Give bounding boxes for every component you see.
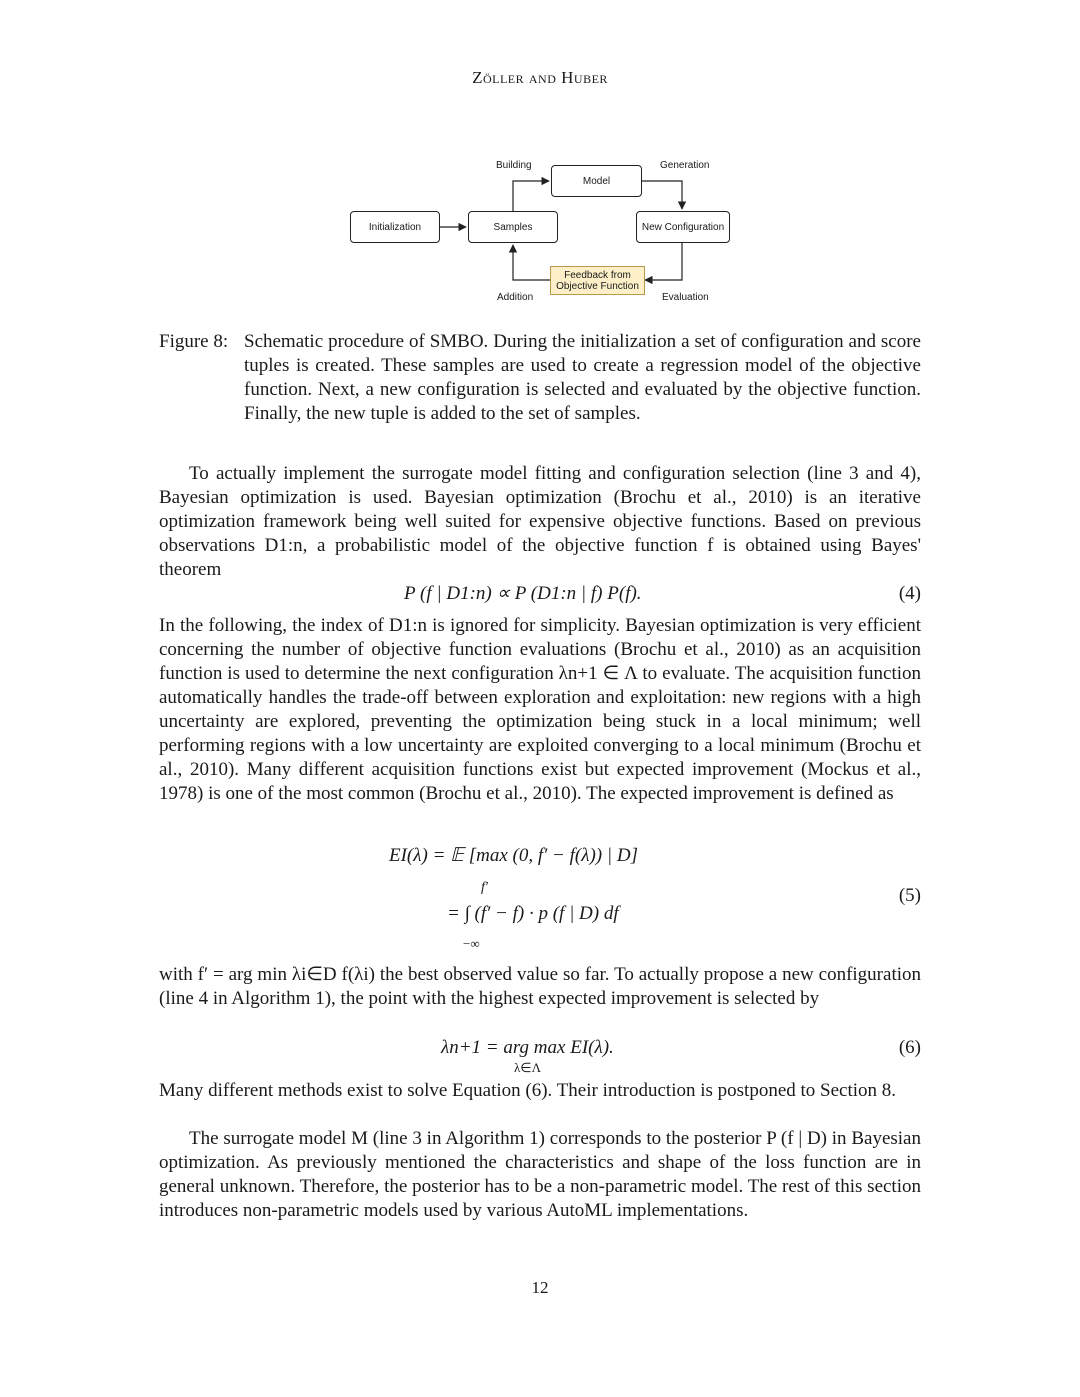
- integral-lower-limit: −∞: [463, 936, 480, 951]
- equation-6-number: (6): [898, 1037, 921, 1058]
- page-number: 12: [531, 1278, 549, 1297]
- paragraph-3: with f′ = arg min λi∈D f(λi) the best observed value so far. To actually propose a new configuration (line 4 in Algorithm 1), the point with the highest expected improvement is selected by: [159, 964, 921, 1009]
- evaluation-label: Evaluation: [662, 292, 709, 303]
- equation-6: [159, 1036, 921, 1076]
- new-configuration-box: New Configuration: [636, 211, 730, 243]
- equation-6-subscript: λ∈Λ: [514, 1060, 542, 1075]
- figure-caption: [159, 330, 921, 426]
- building-label: Building: [496, 160, 532, 171]
- initialization-box: Initialization: [350, 211, 440, 243]
- integral-upper-limit: f′: [481, 880, 488, 895]
- paragraph-4: Many different methods exist to solve Equation (6). Their introduction is postponed to Section 8.: [159, 1080, 897, 1101]
- addition-label: Addition: [497, 292, 534, 303]
- equation-5-line-2: = ∫ (f′ − f) · p (f | D) df: [447, 903, 619, 924]
- feedback-box: Feedback from Objective Function: [550, 266, 645, 295]
- equation-4-body: P (f | D1:n) ∝ P (D1:n | f) P(f).: [404, 583, 642, 604]
- equation-5-line-1: EI(λ) = 𝔼 [max (0, f′ − f(λ)) | D]: [389, 845, 638, 866]
- generation-label: Generation: [660, 160, 710, 171]
- caption-label: Figure 8:: [159, 331, 229, 352]
- model-box: Model: [551, 165, 642, 197]
- equation-5-number: (5): [898, 885, 921, 906]
- paragraph-5: The surrogate model M (line 3 in Algorithm 1) corresponds to the posterior P (f | D) in Bayesian optimization. As previously mentioned the characteristics and shape of the loss function are in general unknown. Therefore, the posterior has to be a non-parametric model. The rest of this section introduces non-parametric models used by various AutoML implementations.: [159, 1128, 921, 1221]
- samples-box: Samples: [468, 211, 558, 243]
- smbo-diagram: [340, 150, 740, 315]
- paragraph-2: In the following, the index of D1:n is ignored for simplicity. Bayesian optimization is very efficient concerning the number of objective function evaluations (Brochu et al., 2010) as an acquisition function is used to determine the next configuration λn+1 ∈ Λ to evaluate. The acquisition function automatically handles the trade-off between exploration and exploitation: new regions with a high uncertainty are explored, preventing the optimization being stuck in a local minimum; well performing regions with a low uncertainty are exploited converging to a local minimum (Brochu et al., 2010). Many different acquisition functions exist but expected improvement (Mockus et al., 1978) is one of the most common (Brochu et al., 2010). The expected improvement is defined as: [159, 615, 921, 804]
- caption-text: Schematic procedure of SMBO. During the initialization a set of configuration and score tuples is created. These samples are used to create a regression model of the objective function. Next, a new configuration is selected and evaluated by the objective function. Finally, the new tuple is added to the set of samples.: [244, 331, 921, 424]
- running-header: Zöller and Huber: [472, 68, 608, 87]
- equation-4-number: (4): [898, 583, 921, 604]
- equation-5: [159, 842, 921, 952]
- equation-6-body: λn+1 = arg max EI(λ).: [441, 1037, 614, 1058]
- paragraph-1: To actually implement the surrogate model fitting and configuration selection (line 3 and 4), Bayesian optimization is used. Bayesian optimization (Brochu et al., 2010) is an iterative optimization framework being well suited for expensive objective functions. Based on previous observations D1:n, a probabilistic model of the objective function f is obtained using Bayes' theorem: [159, 463, 921, 580]
